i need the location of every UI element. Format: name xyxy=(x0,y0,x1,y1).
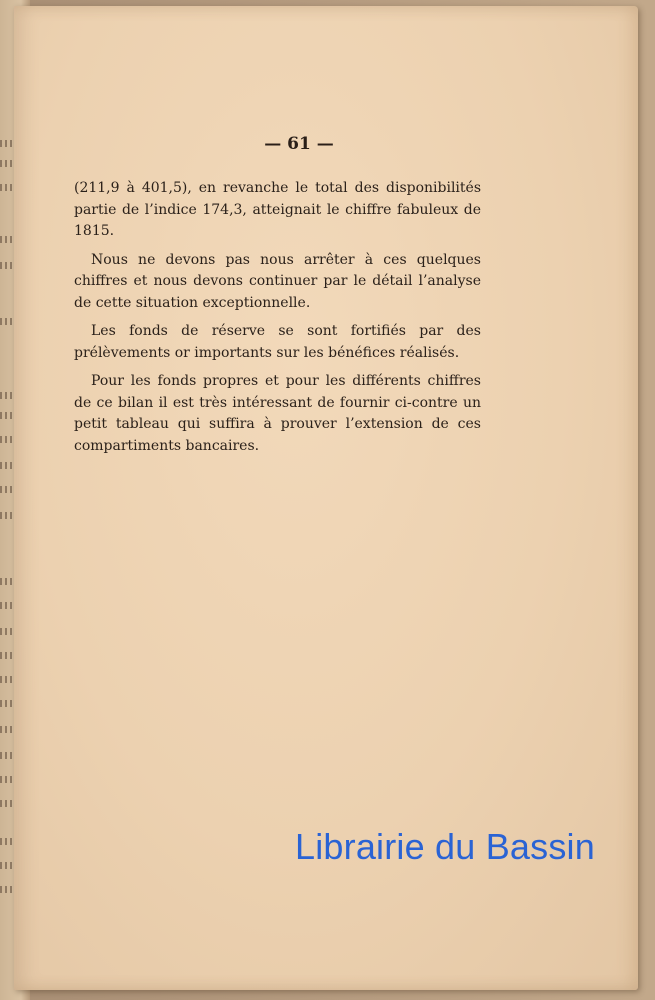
watermark: Librairie du Bassin xyxy=(295,826,595,867)
paragraph-2: Nous ne devons pas nous arrêter à ces quelques chiffres et nous devons continuer par le détail l’analyse de cette situation exceptionnelle. xyxy=(74,251,481,311)
page-number: — 61 — xyxy=(264,134,334,154)
body-text xyxy=(74,178,481,464)
paragraph-3: Les fonds de réserve se sont fortifiés par des prélèvements or importants sur les bénéfices réalisés. xyxy=(74,323,481,361)
paragraph-4: Pour les fonds propres et pour les différents chiffres de ce bilan il est très intéressant de fournir ci-contre un petit tableau qui suffira à prouver l’extension de ces compartiments bancaires. xyxy=(74,373,481,454)
paragraph-1: (211,9 à 401,5), en revanche le total des disponibilités partie de l’indice 174,3, atteignait le chiffre fabuleux de 1815. xyxy=(74,180,481,239)
